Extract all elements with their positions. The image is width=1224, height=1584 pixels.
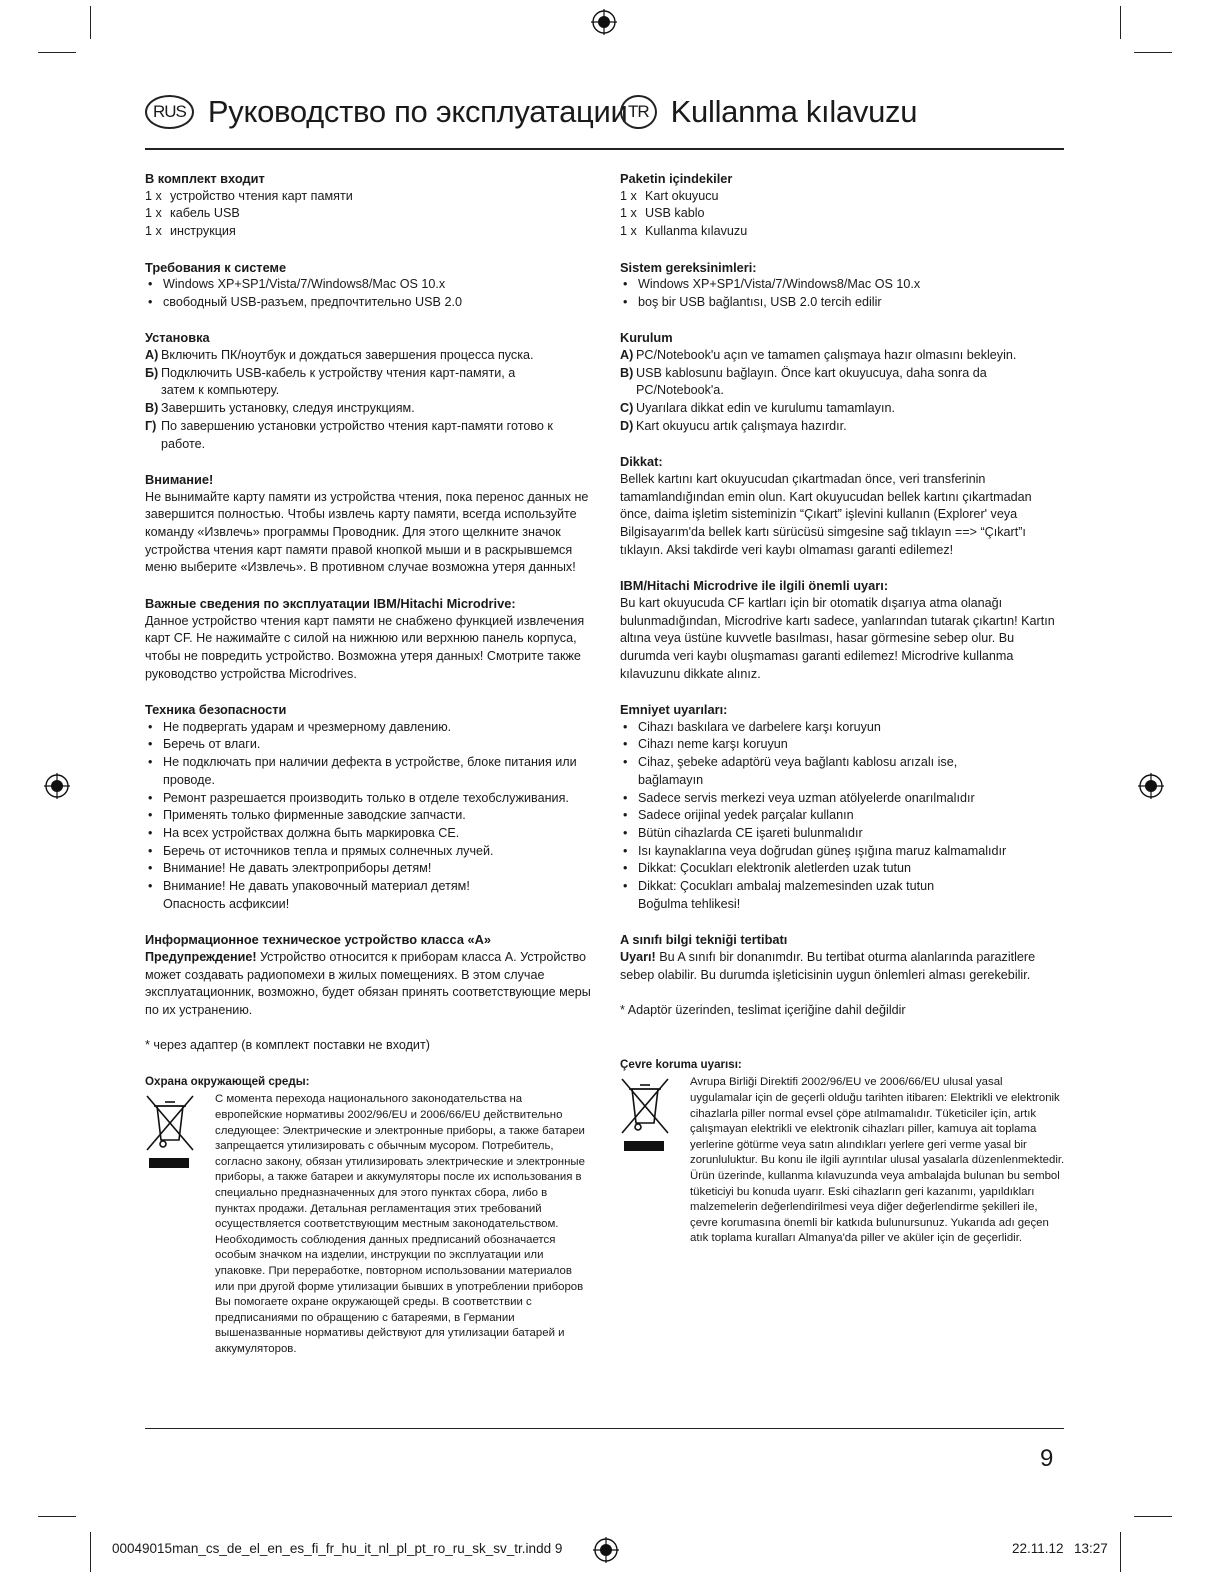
crop-mark xyxy=(90,6,91,39)
section-title: Çevre koruma uyarısı: xyxy=(620,1057,742,1071)
section-title: Sistem gereksinimleri: xyxy=(620,259,757,275)
list-item: • Windows XP+SP1/Vista/7/Windows8/Mac OS 10.x xyxy=(148,277,446,292)
section-title: Важные сведения по эксплуатации IBM/Hitachi Microdrive: xyxy=(145,595,516,611)
list-item: B) USB kablosunu bağlayın. Önce kart okuyucuya, daha sonra da PC/Notebook'a. xyxy=(620,365,987,398)
registration-mark-icon xyxy=(593,1537,619,1563)
paragraph: Данное устройство чтения карт памяти не снабжено функцией извлечения карт CF. Не нажимайте с силой на нижнюю или верхнюю панель корпуса, чтобы не повредить устройство. Возможна утеря данных! Смотрите также руководство устройства Microdrives. xyxy=(145,613,585,681)
crossed-bin-icon xyxy=(145,1092,195,1168)
tr-attention-section xyxy=(620,453,1065,559)
list-item: 1 x устройство чтения карт памяти xyxy=(145,188,353,203)
list-item: • Беречь от влаги. xyxy=(148,737,261,752)
section-title: Требования к системе xyxy=(145,259,287,275)
footer-rule xyxy=(145,1428,1064,1429)
tr-classA-section xyxy=(620,931,1065,984)
page-number: 9 xyxy=(1040,1445,1054,1472)
section-title: Техника безопасности xyxy=(145,702,287,718)
list-item: • Беречь от источников тепла и прямых солнечных лучей. xyxy=(148,843,494,858)
registration-mark-icon xyxy=(44,773,70,799)
paragraph: Uyarı! Bu A sınıfı bir donanımdır. Bu tertibat oturma alanlarında parazitlere sebep olabilir. Bu durumda işleticisinin uygun önlemleri alması gerekebilir. xyxy=(620,949,1036,982)
section-title: Внимание! xyxy=(145,471,214,487)
print-time: 13:27 xyxy=(1074,1541,1108,1556)
list-item: • На всех устройствах должна быть маркировка СЕ. xyxy=(148,825,460,840)
list-item: Б) Подключить USB-кабель к устройству чтения карт-памяти, а затем к компьютеру. xyxy=(145,365,516,398)
tr-safety-section xyxy=(620,701,1065,913)
list-item: • Sadece servis merkezi veya uzman atölyelerde onarılmalıdır xyxy=(623,790,975,805)
list-item: • Не подключать при наличии дефекта в устройстве, блоке питания или проводе. xyxy=(148,755,577,787)
list-item: 1 x Kart okuyucu xyxy=(620,188,719,203)
crop-mark xyxy=(1134,52,1172,53)
rus-env-section xyxy=(145,1073,595,1358)
section-title: Dikkat: xyxy=(620,454,663,470)
list-item: 1 x инструкция xyxy=(145,224,236,239)
list-item: • Isı kaynaklarına veya doğrudan güneş ışığına maruz kalmamalıdır xyxy=(623,843,1007,858)
section-title: Paketin içindekiler xyxy=(620,171,733,186)
paragraph: Bellek kartını kart okuyucudan çıkartmadan önce, veri transferinin tamamlandığından emin olun. Kart okuyucudan bellek kartını çıkartmadan önce, daima işletim sisteminizin “Çıkart” işlevini kullanın (Explorer' veya Bilgisayarım'da bellek kartı sürücüsü simgesine sağ tıklayın ==> “Çıkart”ı tıklayın. Aksi takdirde veri kaybı olmaması garanti edilemez! xyxy=(620,471,1032,557)
list-item: 1 x Kullanma kılavuzu xyxy=(620,224,748,239)
list-item: C) Uyarılara dikkat edin ve kurulumu tamamlayın. xyxy=(620,401,895,416)
list-item: • boş bir USB bağlantısı, USB 2.0 tercih edilir xyxy=(623,294,882,309)
rus-header xyxy=(145,92,628,132)
crop-mark xyxy=(1134,1516,1172,1517)
list-item: • Внимание! Не давать электроприборы детям! xyxy=(148,861,432,876)
list-item: • Cihazı baskılara ve darbelere karşı koruyun xyxy=(623,719,881,734)
crop-mark xyxy=(1120,1532,1121,1572)
tr-microdrive-section xyxy=(620,577,1065,683)
list-item: 1 x кабель USB xyxy=(145,206,240,221)
tr-column xyxy=(620,170,1065,1247)
list-item: • Bütün cihazlarda CE işareti bulunmalıdır xyxy=(623,825,863,840)
list-item: 1 x USB kablo xyxy=(620,206,705,221)
tr-env-section xyxy=(620,1056,1065,1247)
section-title: IBM/Hitachi Microdrive ile ilgili önemli uyarı: xyxy=(620,578,889,594)
rus-column xyxy=(145,170,595,1358)
tr-install-section xyxy=(620,329,1065,435)
rus-package-section xyxy=(145,170,595,241)
list-item: • Внимание! Не давать упаковочный материал детям! Опасность асфиксии! xyxy=(148,879,470,911)
rus-footnote: * через адаптер (в комплект поставки не входит) xyxy=(145,1038,430,1053)
tr-package-section xyxy=(620,170,1065,241)
list-item: • Windows XP+SP1/Vista/7/Windows8/Mac OS 10.x xyxy=(623,277,921,292)
crop-mark xyxy=(38,1516,76,1517)
tr-footnote: * Adaptör üzerinden, teslimat içeriğine dahil değildir xyxy=(620,1002,906,1017)
list-item: • Применять только фирменные заводские запчасти. xyxy=(148,808,466,823)
tr-header xyxy=(620,92,917,132)
rus-language-badge: RUS xyxy=(145,95,194,129)
section-title: Kurulum xyxy=(620,330,673,346)
crop-mark xyxy=(1120,6,1121,39)
paragraph: С момента перехода национального законодательства на европейские нормативы 2002/96/EU и 2006/66/EU действительно следующее: Электрические и электронные приборы, а также батареи запрещается утилизировать с обычным мусором. Потребитель, согласно закону, обязан утилизировать электрические и электронные приборы, а также батареи и аккумуляторы после их использования в специально предназначенных для этого пунктах сбора, либо в пунктах продажи. Детальная регламентация этих требований осуществляется соответствующим местным законодательством. Необходимость соблюдения данных предписаний обозначается особым значком на изделии, инструкции по эксплуатации или упаковке. При переработке, повторном использовании материалов или при другой форме утилизации бывших в употреблении приборов Вы помогаете охране окружающей среды. В соответствии с предписаниями по обращению с батареями, в Германии вышеназванные нормативы действуют для утилизации батарей и аккумуляторов. xyxy=(215,1093,585,1355)
rus-classA-section xyxy=(145,931,595,1020)
registration-mark-icon xyxy=(591,9,617,35)
list-item: В) Завершить установку, следуя инструкциям. xyxy=(145,401,415,416)
paragraph: Не вынимайте карту памяти из устройства чтения, пока перенос данных не завершится полностью. Чтобы извлечь карту памяти, всегда используйте команду «Извлечь» программы Проводник. Для этого щелкните значок устройства чтения карт памяти правой кнопкой мыши и в раскрывшемся меню выберите «Извлечь». В противном случае возможна утеря данных! xyxy=(145,489,589,575)
crop-mark xyxy=(38,52,76,53)
tr-page-title: Kullanma kılavuzu xyxy=(670,94,918,129)
list-item: • свободный USB-разъем, предпочтительно USB 2.0 xyxy=(148,294,462,309)
list-item: А) Включить ПК/ноутбук и дождаться завершения процесса пуска. xyxy=(145,348,534,362)
crossed-bin-icon xyxy=(620,1075,670,1151)
list-item: • Dikkat: Çocukları elektronik aletlerden uzak tutun xyxy=(623,861,911,876)
registration-mark-icon xyxy=(1138,773,1164,799)
list-item: • Ремонт разрешается производить только в отделе техобслуживания. xyxy=(148,790,569,805)
list-item: • Dikkat: Çocukları ambalaj malzemesinden uzak tutun Boğulma tehlikesi! xyxy=(623,879,935,911)
section-title: Emniyet uyarıları: xyxy=(620,702,728,718)
section-title: Охрана окружающей среды: xyxy=(145,1074,310,1088)
rus-page-title: Руководство по эксплуатации xyxy=(207,94,628,129)
section-title: В комплект входит xyxy=(145,171,265,186)
list-item: D) Kart okuyucu artık çalışmaya hazırdır. xyxy=(620,418,847,433)
header-rule xyxy=(145,148,1064,150)
section-title: A sınıfı bilgi tekniği tertibatı xyxy=(620,932,788,948)
list-item: • Cihaz, şebeke adaptörü veya bağlantı kablosu arızalı ise, bağlamayın xyxy=(623,755,958,787)
list-item: Г) По завершению установки устройство чтения карт-памяти готово к работе. xyxy=(145,418,553,451)
crop-mark xyxy=(90,1532,91,1572)
list-item: A) PC/Notebook'u açın ve tamamen çalışmaya hazır olmasını bekleyin. xyxy=(620,348,1017,362)
tr-language-badge: TR xyxy=(620,95,657,129)
list-item: • Cihazı neme karşı koruyun xyxy=(623,737,788,752)
file-name: 00049015man_cs_de_el_en_es_fi_fr_hu_it_nl_pl_pt_ro_ru_sk_sv_tr.indd 9 xyxy=(112,1541,563,1556)
tr-requirements-section xyxy=(620,259,1065,312)
list-item: • Sadece orijinal yedek parçalar kullanın xyxy=(623,808,854,823)
section-title: Установка xyxy=(145,330,210,346)
print-date: 22.11.12 xyxy=(1012,1541,1064,1556)
section-title: Информационное техническое устройство класса «А» xyxy=(145,932,491,948)
rus-requirements-section xyxy=(145,259,595,312)
paragraph: Avrupa Birliği Direktifi 2002/96/EU ve 2006/66/EU ulusal yasal uygulamalar için de geçerli olduğu tarihten itibaren: Elektrikli ve elektronik cihazlarla piller normal evsel çöpe atılmamalıdır. Tüketiciler için, artık çalışmayan elektrikli ve elektronik cihazları piller, kamuya ait toplama yerlerine götürme veya satın alındıkları yerlere geri verme yasal bir zorunluluktur. Bu konu ile ilgili ayrıntılar ulusal yasalarla düzenlenmektedir. Ürün üzerinde, kullanma kılavuzunda veya ambalajda bulunan bu sembol tüketiciyi bu konuda uyarır. Eski cihazların geri kazanımı, yapıldıkları malzemelerin değerlendirilmesi veya diğer değerlendirme şekilleri ile, çevre korumasına önemli bir katkıda bulunursunuz. Yukarıda adı geçen atık toplama kuralları Almanya'da piller ve aküler için de geçerlidir. xyxy=(690,1076,1065,1245)
paragraph: Bu kart okuyucuda CF kartları için bir otomatik dışarıya atma olanağı bulunmadığından, Microdrive kartı sadece, yanlarından tutarak çıkartın! Kartın altına veya üstüne kuvvetle basılması, hasar görmesine sebep olur. Bu durumda veri kaybı oluşmaması garanti edilemez! Microdrive kullanma kılavuzunu dikkate alınız. xyxy=(620,595,1055,681)
rus-attention-section xyxy=(145,471,595,577)
rus-microdrive-section xyxy=(145,595,595,684)
list-item: • Не подвергать ударам и чрезмерному давлению. xyxy=(148,719,452,734)
rus-install-section xyxy=(145,329,595,453)
rus-safety-section xyxy=(145,701,595,913)
paragraph: Предупреждение! Устройство относится к приборам класса А. Устройство может создавать радиопомехи в жилых помещениях. В этом случае эксплуатационник, возможно, будет обязан принять соответствующие меры по их устранению. xyxy=(145,949,591,1017)
